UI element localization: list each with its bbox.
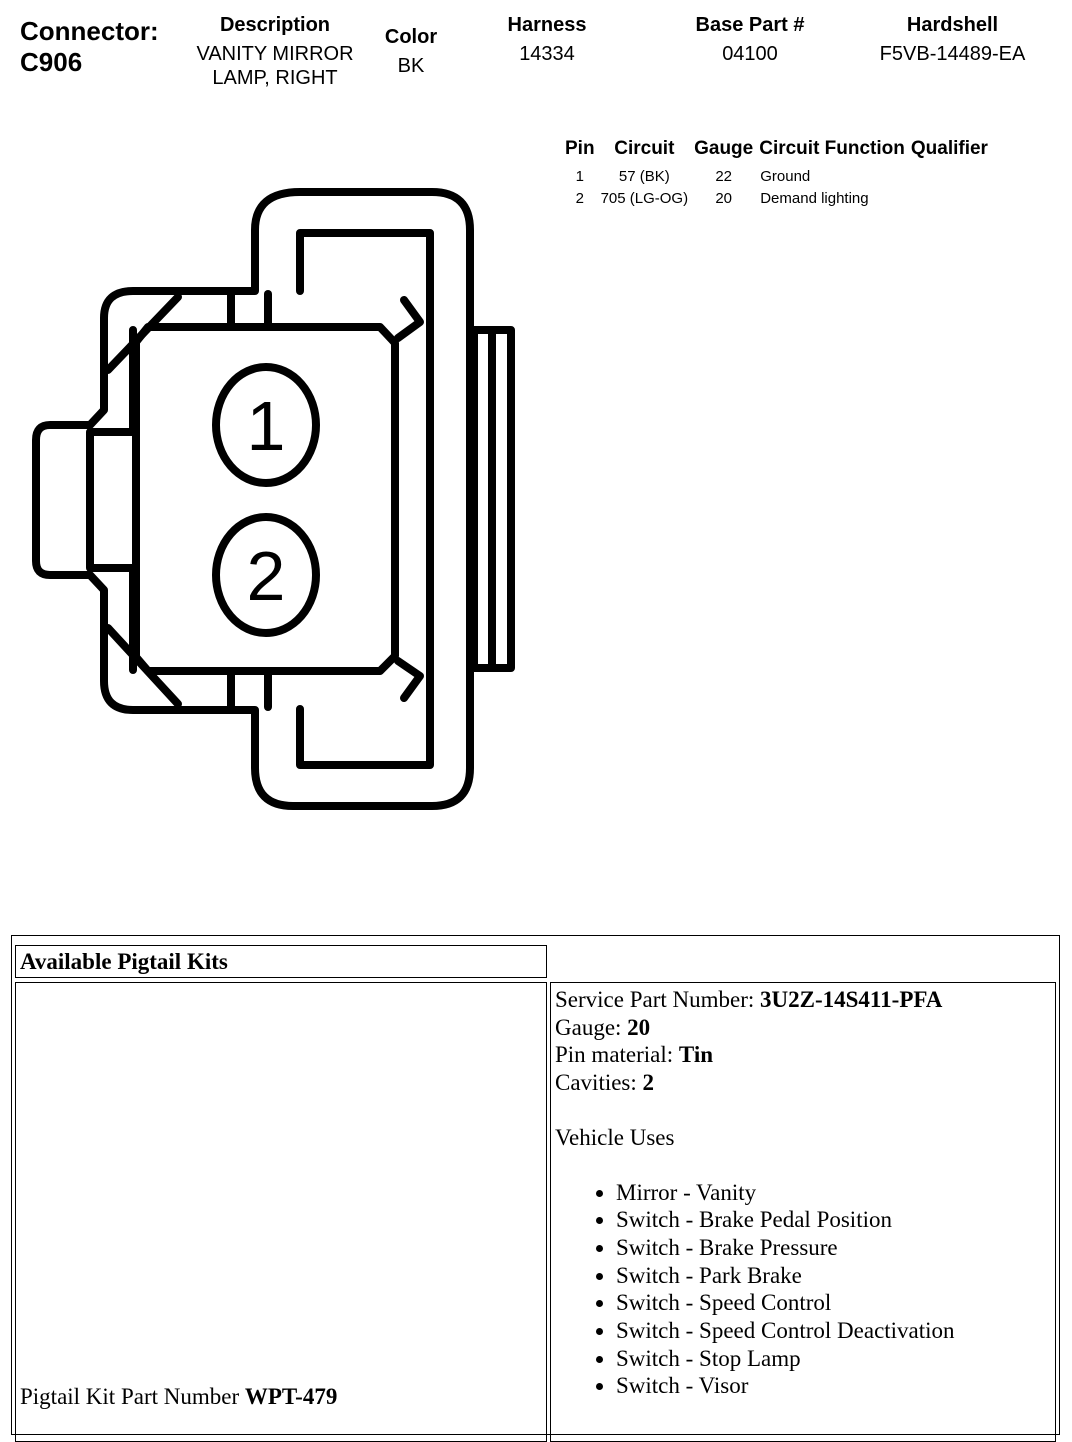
cavities-row (555, 1069, 1051, 1097)
base-part-label: Base Part # (695, 14, 805, 36)
gauge-value: 20 (627, 1014, 651, 1040)
kit-part-label: Pigtail Kit Part Number (20, 1384, 245, 1409)
list-item: • Switch - Brake Pressure (616, 1234, 1051, 1262)
pin-table (562, 138, 991, 210)
color-value: BK (397, 55, 425, 77)
pin-2-label: 2 (246, 537, 286, 615)
arrow-top (398, 300, 420, 338)
cavities-value: 2 (642, 1070, 655, 1096)
arrow-bottom (398, 661, 420, 698)
list-item: • Switch - Stop Lamp (616, 1345, 1051, 1373)
kit-part-value: WPT-479 (244, 1384, 338, 1409)
pin-qualifier (908, 188, 991, 210)
color-column (370, 25, 452, 78)
housing-outline (36, 192, 470, 806)
gauge-label: Gauge: (555, 1014, 628, 1040)
pin-header: Pin (565, 138, 595, 159)
pin-1-label: 1 (246, 387, 286, 465)
pin-material-value: Tin (678, 1042, 714, 1068)
connector-id: C906 (20, 47, 83, 77)
service-part-value: 3U2Z-14S411-PFA (760, 987, 943, 1012)
list-item: • Switch - Speed Control (616, 1289, 1051, 1317)
vehicle-uses-title: Vehicle Uses (555, 1124, 675, 1150)
description-label: Description (219, 14, 331, 36)
pin-circuit: 705 (LG-OG) (600, 190, 689, 207)
list-item: • Switch - Park Brake (616, 1262, 1051, 1290)
pigtail-kit-details (550, 982, 1056, 1442)
pin-circuit: 57 (BK) (618, 168, 670, 185)
cavity-outline (136, 327, 395, 671)
connector-label: Connector: (20, 16, 159, 46)
service-part-label: Service Part Number: (555, 987, 761, 1012)
hardshell-column (860, 13, 1045, 66)
pin-material-label: Pin material: (555, 1042, 679, 1068)
connector-heading (20, 16, 159, 78)
description-value: VANITY MIRROR LAMP, RIGHT (196, 43, 354, 89)
pin-material-row (555, 1041, 1051, 1069)
latch-body (90, 330, 133, 670)
pin-function: Demand lighting (760, 190, 869, 207)
list-item: • Switch - Speed Control Deactivation (616, 1317, 1051, 1345)
pin-gauge: 20 (715, 190, 732, 207)
circuit-header: Circuit (614, 138, 675, 159)
pin-function: Ground (760, 168, 811, 185)
service-part-row (555, 986, 1051, 1014)
harness-value: 14334 (519, 43, 575, 65)
pigtail-kit-image-cell (15, 982, 547, 1442)
pin-number: 1 (575, 168, 584, 185)
pigtail-kits-title: Available Pigtail Kits (15, 945, 547, 978)
hardshell-value: F5VB-14489-EA (879, 43, 1026, 65)
chamfer-top (108, 297, 178, 370)
base-part-column (675, 13, 825, 66)
chamfer-bottom (108, 628, 178, 704)
qualifier-header: Qualifier (910, 138, 988, 159)
description-column (185, 13, 365, 90)
pigtail-kit-part-number (20, 1382, 337, 1412)
pin-qualifier (908, 166, 991, 188)
hardshell-label: Hardshell (906, 14, 999, 36)
vehicle-uses-list (555, 1179, 1051, 1401)
gauge-header: Gauge (694, 138, 754, 159)
list-item: • Switch - Brake Pedal Position (616, 1206, 1051, 1234)
harness-column (487, 13, 607, 66)
pin-table-header-row (562, 138, 991, 166)
pin-row (562, 166, 991, 188)
pin-number: 2 (575, 190, 584, 207)
cavities-label: Cavities: (555, 1070, 643, 1096)
pin-row (562, 188, 991, 210)
list-item: • Mirror - Vanity (616, 1179, 1051, 1207)
base-part-value: 04100 (722, 43, 778, 65)
harness-label: Harness (507, 14, 587, 36)
connector-diagram (0, 180, 540, 820)
gauge-row (555, 1014, 1051, 1042)
color-label: Color (384, 26, 438, 48)
pin-gauge: 22 (715, 168, 732, 185)
circuit-function-header: Circuit Function (759, 138, 905, 159)
list-item: • Switch - Visor (616, 1372, 1051, 1400)
